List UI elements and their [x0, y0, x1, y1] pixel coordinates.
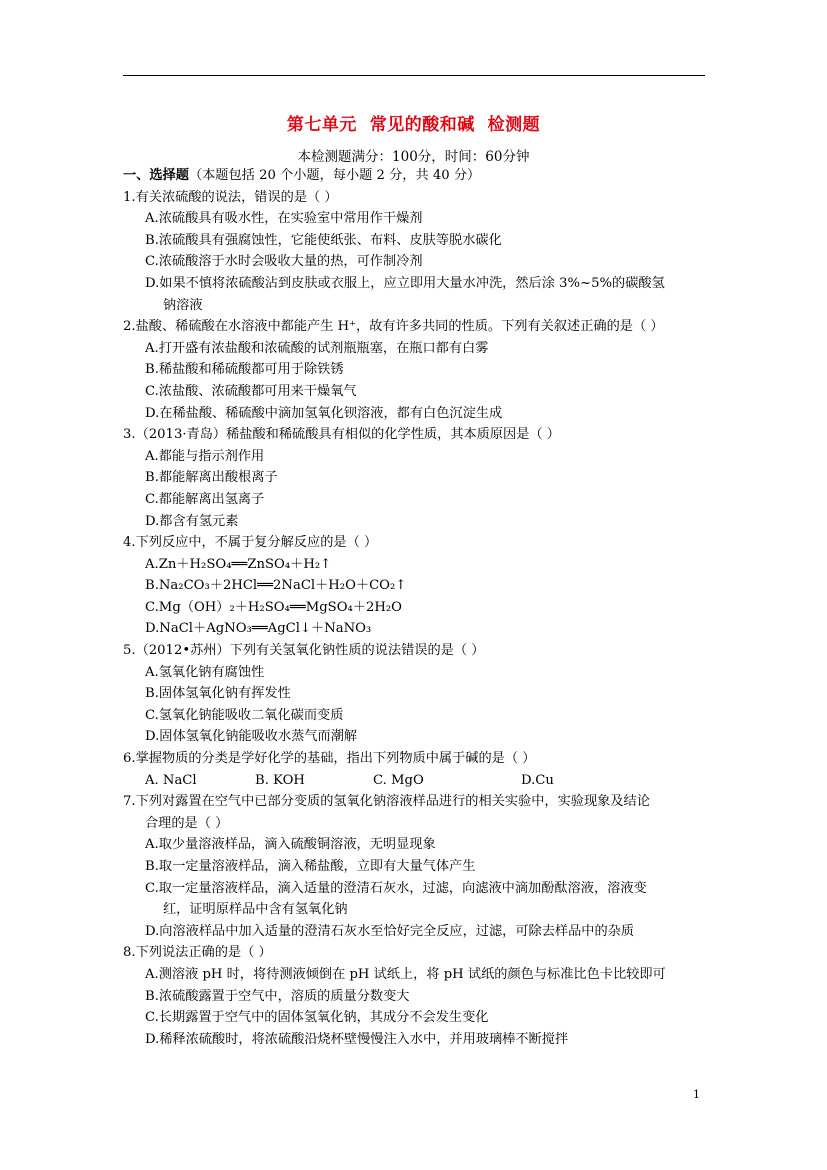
page-title: 第七单元 常见的酸和碱 检测题: [286, 115, 541, 135]
question-option: D.Cu: [521, 772, 554, 788]
section-heading-label: 一、选择题: [123, 168, 189, 183]
question-option: B.稀盐酸和稀硫酸都可用于除铁锈: [145, 362, 344, 378]
question-option: A.都能与指示剂作用: [145, 448, 265, 464]
question-option: D.稀释浓硫酸时，将浓硫酸沿烧杯壁慢慢注入水中，并用玻璃棒不断搅拌: [145, 1031, 569, 1047]
question-option: B.浓硫酸露置于空气中，溶质的质量分数变大: [145, 988, 410, 1004]
question-option: A.取少量溶液样品，滴入硫酸铜溶液，无明显现象: [145, 837, 436, 853]
question-option: D.向溶液样品中加入适量的澄清石灰水至恰好完全反应，过滤，可除去样品中的杂质: [145, 923, 635, 939]
question-stem-continuation: 合理的是（ ）: [145, 815, 229, 831]
question-option: A.Zn＋H₂SO₄══ZnSO₄＋H₂↑: [145, 556, 332, 572]
question-option: D.在稀盐酸、稀硫酸中滴加氢氧化钡溶液，都有白色沉淀生成: [145, 405, 503, 421]
question-option: A.氢氧化钠有腐蚀性: [145, 664, 265, 680]
question-option: B.都能解离出酸根离子: [145, 470, 278, 486]
question-option: D.如果不慎将浓硫酸沾到皮肤或衣服上，应立即用大量水冲洗，然后涂 3%~5%的碳酸氢: [145, 275, 665, 291]
question-option: D.NaCl＋AgNO₃══AgCl↓＋NaNO₃: [145, 621, 372, 637]
question-option-continuation: 钠溶液: [163, 297, 203, 313]
question-stem: 7.下列对露置在空气中已部分变质的氢氧化钠溶液样品进行的相关实验中，实验现象及结论: [123, 794, 650, 810]
question-option: D.固体氢氧化钠能吸收水蒸气而潮解: [145, 729, 358, 745]
question-option: D.都含有氢元素: [145, 513, 239, 529]
question-option: C. MgO: [373, 772, 424, 788]
question-option: B.浓硫酸具有强腐蚀性，它能使纸张、布料、皮肤等脱水碳化: [145, 232, 502, 248]
header-rule: [123, 75, 705, 76]
question-option: A. NaCl: [145, 772, 197, 788]
question-option-continuation: 红，证明原样品中含有氢氧化钠: [163, 902, 348, 918]
question-option: C.取一定量溶液样品，滴入适量的澄清石灰水，过滤，向滤液中滴加酚酞溶液，溶液变: [145, 880, 647, 896]
question-stem: 3.（2013·青岛）稀盐酸和稀硫酸具有相似的化学性质，其本质原因是（ ）: [123, 427, 560, 443]
question-option: B. KOH: [255, 772, 305, 788]
question-option: C.都能解离出氢离子: [145, 491, 265, 507]
question-stem: 6.掌握物质的分类是学好化学的基础，指出下列物质中属于碱的是（ ）: [123, 751, 536, 767]
section-heading-note: （本题包括 20 个小题，每小题 2 分，共 40 分）: [188, 168, 481, 183]
question-stem: 8.下列说法正确的是（ ）: [123, 945, 272, 961]
page-number: 1: [693, 1088, 700, 1101]
question-option: C.浓盐酸、浓硫酸都可用来干燥氧气: [145, 383, 357, 399]
page-subtitle: 本检测题满分：100分，时间：60分钟: [297, 149, 530, 165]
question-option: B.取一定量溶液样品，滴入稀盐酸，立即有大量气体产生: [145, 859, 476, 874]
question-stem: 4.下列反应中，不属于复分解反应的是（ ）: [123, 535, 378, 551]
question-option: C.Mg（OH）₂＋H₂SO₄══MgSO₄＋2H₂O: [145, 599, 402, 615]
question-option: C.浓硫酸溶于水时会吸收大量的热，可作制冷剂: [145, 254, 423, 270]
question-stem: 1.有关浓硫酸的说法，错误的是（ ）: [123, 189, 338, 205]
section-heading: [123, 165, 723, 187]
question-option: A.浓硫酸具有吸水性，在实验室中常用作干燥剂: [145, 211, 423, 227]
question-list: [123, 165, 723, 1050]
question-stem: 2.盐酸、稀硫酸在水溶液中都能产生 H⁺，故有许多共同的性质。下列有关叙述正确的是（ ）: [123, 319, 664, 335]
question-option: C.长期露置于空气中的固体氢氧化钠，其成分不会发生变化: [145, 1010, 489, 1026]
question-options-row: [123, 770, 723, 792]
question-stem: 5.（2012•苏州）下列有关氢氧化钠性质的说法错误的是（ ）: [123, 643, 485, 659]
question-option: B.固体氢氧化钠有挥发性: [145, 686, 291, 702]
question-option: C.氢氧化钠能吸收二氧化碳而变质: [145, 707, 344, 723]
question-option: A.打开盛有浓盐酸和浓硫酸的试剂瓶瓶塞，在瓶口都有白雾: [145, 340, 489, 356]
question-option: B.Na₂CO₃＋2HCl══2NaCl＋H₂O＋CO₂↑: [145, 578, 407, 594]
question-option: A.测溶液 pH 时，将待测液倾倒在 pH 试纸上，将 pH 试纸的颜色与标准比色卡比较即可: [145, 966, 666, 982]
